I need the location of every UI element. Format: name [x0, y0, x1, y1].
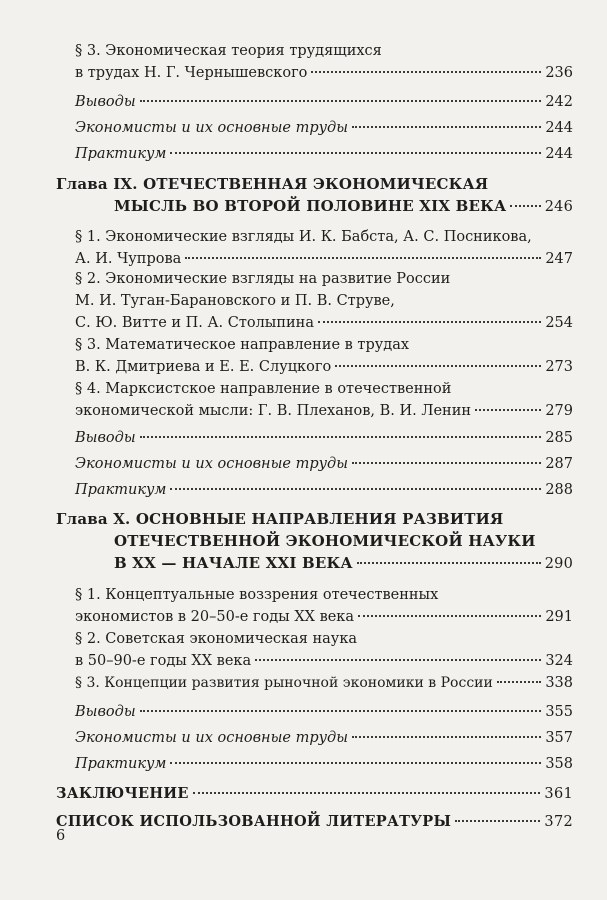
toc-chapter-title: В XX — НАЧАЛЕ XXI ВЕКА	[114, 554, 353, 572]
toc-chapter-title: МЫСЛЬ ВО ВТОРОЙ ПОЛОВИНЕ XIX ВЕКА	[114, 197, 507, 215]
toc-page-number: 355	[545, 704, 573, 720]
toc-chapter-title: Глава X. ОСНОВНЫЕ НАПРАВЛЕНИЯ РАЗВИТИЯ	[56, 510, 504, 528]
toc-page-number: 288	[545, 482, 573, 498]
toc-entry-line: § 3. Концепции развития рыночной экономики в России	[75, 675, 493, 691]
dot-leader	[358, 615, 541, 617]
dot-leader	[455, 820, 540, 822]
toc-entry-line: Практикум	[75, 756, 167, 772]
toc-page-number: 242	[545, 94, 573, 110]
toc-entry-line: экономистов в 20–50-е годы XX века	[75, 609, 355, 625]
dot-leader	[185, 257, 541, 259]
toc-section-title: СПИСОК ИСПОЛЬЗОВАННОЙ ЛИТЕРАТУРЫ	[56, 813, 452, 830]
toc-page-number: 279	[545, 403, 573, 419]
dot-leader	[193, 792, 541, 794]
toc-entry-line: Выводы	[75, 430, 136, 446]
toc-entry-line: С. Ю. Витте и П. А. Столыпина	[75, 315, 314, 331]
toc-entry-line: Практикум	[75, 146, 167, 162]
toc-entry-line: в трудах Н. Г. Чернышевского	[75, 65, 308, 81]
toc-entry-line: Экономисты и их основные труды	[75, 456, 349, 472]
toc-page-number: 291	[545, 609, 573, 625]
toc-page-number: 247	[545, 251, 573, 267]
dot-leader	[170, 762, 541, 764]
dot-leader	[357, 562, 541, 564]
toc-entry-line: экономической мысли: Г. В. Плеханов, В. И. Ленин	[75, 403, 472, 419]
toc-page-number: 246	[544, 199, 573, 215]
toc-entry-line: § 3. Экономическая теория трудящихся	[75, 43, 382, 59]
toc-page-number: 273	[545, 359, 573, 375]
toc-entry-line: М. И. Туган-Барановского и П. В. Струве,	[75, 293, 395, 309]
toc-entry-line: § 1. Концептуальные воззрения отечественных	[75, 587, 439, 603]
page-number: 6	[56, 828, 66, 844]
toc-chapter-title: Глава IX. ОТЕЧЕСТВЕННАЯ ЭКОНОМИЧЕСКАЯ	[56, 175, 489, 193]
dot-leader	[335, 365, 541, 367]
toc-entry-line: § 1. Экономические взгляды И. К. Бабста, А. С. Посникова,	[75, 229, 532, 245]
toc-page-number: 372	[544, 814, 573, 830]
toc-chapter-title: ОТЕЧЕСТВЕННОЙ ЭКОНОМИЧЕСКОЙ НАУКИ	[114, 532, 536, 550]
dot-leader	[170, 488, 541, 490]
toc-page-number: 236	[545, 65, 573, 81]
dot-leader	[140, 100, 542, 102]
toc-entry-line: в 50–90-е годы XX века	[75, 653, 252, 669]
toc-page-number: 338	[545, 675, 573, 691]
dot-leader	[170, 152, 541, 154]
toc-entry-line: В. К. Дмитриева и Е. Е. Слуцкого	[75, 359, 332, 375]
toc-entry-line: § 4. Марксистское направление в отечественной	[75, 381, 452, 397]
toc-page-number: 244	[545, 120, 573, 136]
toc-page-number: 285	[545, 430, 573, 446]
toc-page-number: 254	[545, 315, 573, 331]
toc-page-number: 290	[544, 556, 573, 572]
toc-entry-line: § 3. Математическое направление в трудах	[75, 337, 410, 353]
toc-page-number: 287	[545, 456, 573, 472]
toc-entry-line: § 2. Советская экономическая наука	[75, 631, 358, 647]
dot-leader	[510, 205, 540, 207]
toc-entry-line: Выводы	[75, 94, 136, 110]
toc-page-number: 357	[545, 730, 573, 746]
toc-entry-line: § 2. Экономические взгляды на развитие России	[75, 271, 451, 287]
toc-entry-line: А. И. Чупрова	[75, 251, 182, 267]
toc-entry-line: Практикум	[75, 482, 167, 498]
dot-leader	[352, 462, 541, 464]
toc-entry-line: Экономисты и их основные труды	[75, 730, 349, 746]
dot-leader	[497, 681, 541, 683]
toc-section-title: ЗАКЛЮЧЕНИЕ	[56, 785, 189, 802]
dot-leader	[140, 436, 542, 438]
dot-leader	[311, 71, 541, 73]
dot-leader	[475, 409, 541, 411]
dot-leader	[318, 321, 541, 323]
toc-page-number: 324	[545, 653, 573, 669]
toc-page-number: 244	[545, 146, 573, 162]
dot-leader	[352, 736, 541, 738]
toc-page-number: 358	[545, 756, 573, 772]
toc-entry-line: Выводы	[75, 704, 136, 720]
dot-leader	[255, 659, 541, 661]
toc-page-number: 361	[544, 786, 573, 802]
dot-leader	[140, 710, 542, 712]
dot-leader	[352, 126, 541, 128]
toc-entry-line: Экономисты и их основные труды	[75, 120, 349, 136]
